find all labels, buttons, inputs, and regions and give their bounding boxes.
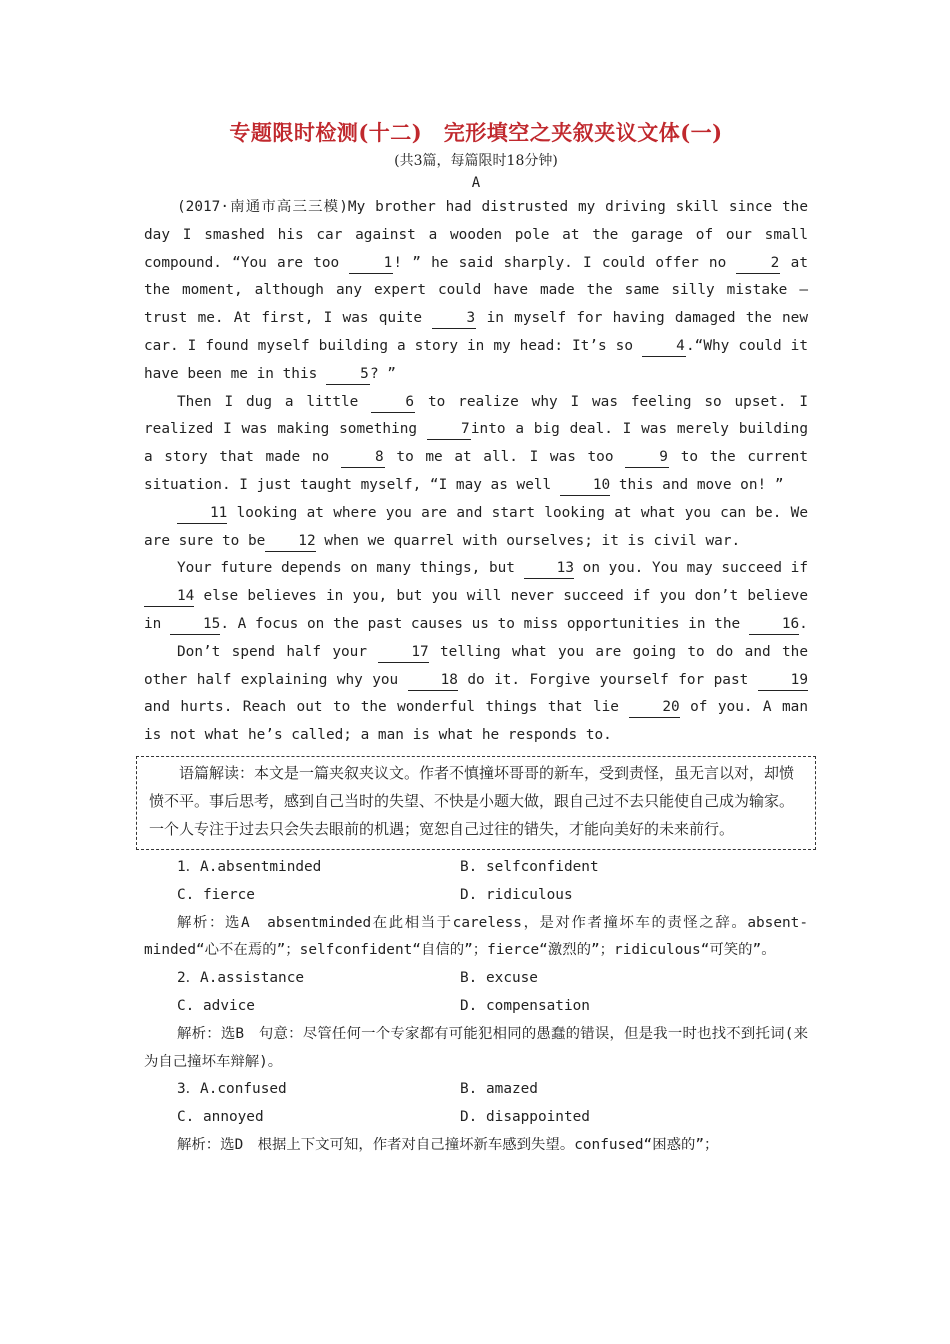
blank-17: 17 (378, 642, 428, 663)
option-b: B. excuse (460, 970, 538, 987)
reading-note-text: 语篇解读：本文是一篇夹叙夹议文。作者不慎撞坏哥哥的新车，受到责怪，虽无言以对，却愤愤不平。事后思考，感到自己当时的失望、不快是小题大做，跟自己过不去只能使自己成为输家。一个人专注于过去只会失去眼前的机遇；宽恕自己过往的错失，才能向美好的未来前行。 (149, 763, 795, 838)
blank-7: 7 (427, 419, 471, 440)
blank-5: 5 (326, 364, 370, 385)
passage-text: ? ” (369, 365, 396, 382)
passage-text: this and move on! ” (610, 476, 784, 493)
option-b: B. amazed (460, 1081, 538, 1098)
option-a: 3．A.confused (177, 1081, 287, 1098)
analysis-text: 解析：选D 根据上下文可知，作者对自己撞坏新车感到失望。confused“困惑的”； (177, 1136, 719, 1153)
passage-paragraph-5 (144, 639, 808, 750)
reading-note-box (136, 756, 816, 850)
option-c: C. fierce (177, 886, 255, 903)
passage-text: ! ” he said sharply. I could offer no (393, 254, 737, 271)
option-a: 1．A.absentminded (177, 858, 322, 875)
page-title: 专题限时检测(十二) 完形填空之夹叙夹议文体(一) (229, 120, 723, 145)
passage-paragraph-4 (144, 555, 808, 638)
analysis-text: 解析：选B 句意：尽管任何一个专家都有可能犯相同的愚蠢的错误，但是我一时也找不到托词(来为自己撞坏车辩解)。 (144, 1025, 808, 1070)
passage-text: telling what you are going to do and the other half explaining why you (144, 643, 808, 688)
question-1 (144, 854, 808, 965)
blank-16: 16 (749, 614, 799, 635)
blank-2: 2 (736, 253, 780, 274)
blank-10: 10 (560, 475, 610, 496)
blank-14: 14 (144, 586, 194, 607)
blank-8: 8 (341, 447, 385, 468)
passage-paragraph-2 (144, 389, 808, 500)
blank-11: 11 (177, 503, 227, 524)
blank-19: 19 (758, 670, 808, 691)
passage-text: Then I dug a little (177, 393, 372, 410)
blank-13: 13 (524, 558, 574, 579)
options-row (144, 993, 808, 1021)
passage-text: at the moment, although any expert could have made the same silly mistake — trust me. At first, I was quite (144, 254, 808, 327)
passage-text: of you. A man is not what he’s called; a man is what he responds to. (144, 699, 809, 744)
passage-text: . A focus on the past causes us to miss opportunities in the (220, 615, 749, 632)
blank-20: 20 (629, 697, 679, 718)
option-c: C. annoyed (177, 1109, 264, 1126)
blank-3: 3 (432, 308, 476, 329)
blank-15: 15 (170, 614, 220, 635)
passage-paragraph-3 (144, 500, 808, 556)
blank-12: 12 (265, 531, 315, 552)
section-label: A (471, 175, 481, 191)
passage-text: to realize why I was feeling so upset. I realized I was making something (144, 393, 808, 438)
passage-text: looking at where you are and start looking at what you can be. We are sure to be (144, 504, 808, 549)
passage-text: and hurts. Reach out to the wonderful things that lie (144, 699, 630, 716)
page-subtitle: (共3篇，每篇限时18分钟) (394, 153, 558, 169)
passage-text: into a big deal. I was merely building a story that made no (144, 421, 809, 466)
passage-text: to the current situation. I just taught myself, “I may as well (144, 449, 808, 493)
passage-text: in myself for having damaged the new car. I found myself building a story in my head: It’s so (144, 310, 808, 354)
blank-4: 4 (642, 336, 686, 357)
options-row (144, 1104, 808, 1132)
passage-text: .“Why could it have been me in this (144, 337, 809, 382)
option-d: D. compensation (460, 997, 590, 1014)
options-row (144, 1076, 808, 1104)
options-row (144, 882, 808, 910)
option-d: D. ridiculous (460, 886, 573, 903)
options-row (144, 965, 808, 993)
blank-9: 9 (625, 447, 669, 468)
passage-text: do it. Forgive yourself for past (457, 671, 758, 688)
blank-1: 1 (349, 253, 393, 274)
blank-6: 6 (371, 392, 415, 413)
passage-text: (2017·南通市高三三模)My brother had distrusted my driving skill since the day I smashed his car against a wooden pole at the garage of our small compound. “You are too (144, 199, 808, 271)
passage-text: . (799, 615, 808, 632)
option-a: 2．A.assistance (177, 970, 305, 987)
passage-text: on you. You may succeed if (573, 560, 808, 577)
question-3 (144, 1076, 808, 1159)
option-c: C. advice (177, 997, 255, 1014)
passage-text: when we quarrel with ourselves; it is civil war. (315, 532, 741, 549)
analysis-text: 解析：选A absentminded在此相当于careless，是对作者撞坏车的责怪之辞。absent-minded“心不在焉的”；selfconfident“自信的”；fierce“激烈的”；ridiculous“可笑的”。 (144, 914, 808, 959)
question-2 (144, 965, 808, 1076)
document-page (144, 118, 808, 1160)
option-d: D. disappointed (460, 1109, 590, 1126)
blank-18: 18 (408, 670, 458, 691)
passage-text: Don’t spend half your (177, 643, 379, 660)
passage-text: to me at all. I was too (384, 449, 626, 466)
option-b: B. selfconfident (460, 858, 599, 875)
passage-paragraph-1 (144, 194, 808, 389)
passage-text: Your future depends on many things, but (177, 560, 524, 577)
options-row (144, 854, 808, 882)
passage-text: else believes in you, but you will never succeed if you don’t believe in (144, 588, 808, 632)
